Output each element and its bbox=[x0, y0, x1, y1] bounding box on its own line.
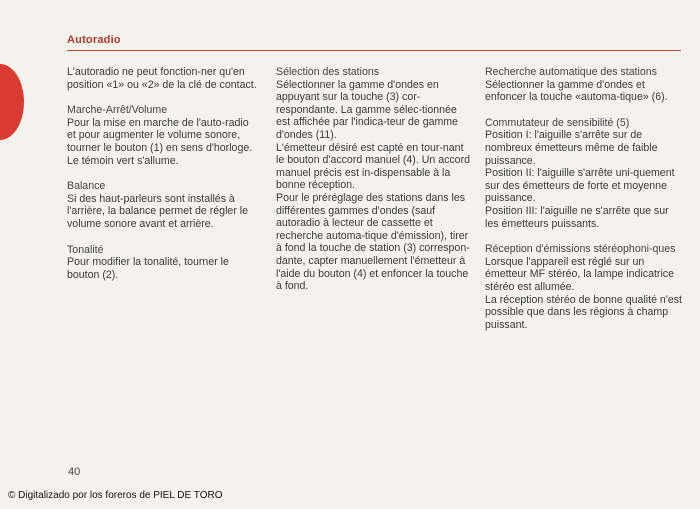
tone-text: Pour modifier la tonalité, tourner le bouton (2). bbox=[67, 256, 229, 281]
station-selection-heading: Sélection des stations bbox=[276, 66, 380, 78]
section-title: Autoradio bbox=[67, 34, 121, 46]
tone-heading: Tonalité bbox=[67, 243, 104, 256]
page-number: 40 bbox=[68, 466, 81, 478]
section-thumb-tab bbox=[0, 64, 24, 140]
balance-text: Si des haut-parleurs sont installés à l'arrière, la balance permet de régler le volume sonore avant et arrière. bbox=[67, 192, 249, 230]
stereo-block bbox=[485, 243, 685, 331]
balance-block bbox=[67, 180, 259, 230]
sensitivity-heading: Commutateur de sensibilité (5) bbox=[485, 116, 630, 129]
power-volume-text: Pour la mise en marche de l'auto-radio et pour augmenter le volume sonore, tourner le bouton (1) en sens d'horloge. Le témoin vert s'allume. bbox=[67, 116, 253, 167]
intro-text: L'autoradio ne peut fonction-ner qu'en position «1» ou «2» de la clé de contact. bbox=[67, 66, 257, 91]
sensitivity-block bbox=[485, 117, 685, 230]
text-column-2 bbox=[276, 66, 470, 306]
stereo-text-1: Lorsque l'appareil est réglé sur un émetteur MF stéréo, la lampe indicatrice stéréo est allumée. bbox=[485, 255, 674, 293]
auto-search-block bbox=[485, 66, 685, 104]
intro-block bbox=[67, 66, 259, 91]
station-selection-text-1: Sélectionner la gamme d'ondes en appuyant sur la touche (3) cor-respondante. La gamme sélec-tionnée est affichée par l'indica-teur de gamme d'ondes (11). bbox=[276, 78, 459, 141]
power-volume-block bbox=[67, 104, 259, 167]
text-column-1 bbox=[67, 66, 259, 294]
scan-credit: © Digitalizado por los foreros de PIEL DE TORO bbox=[8, 490, 223, 501]
station-selection-block bbox=[276, 66, 470, 293]
sensitivity-position-2: Position II: l'aiguille s'arrête uni-quement sur des émetteurs de forte et moyenne puissance. bbox=[485, 167, 675, 205]
station-selection-text-3: Pour le préréglage des stations dans les différentes gammes d'ondes (sauf autoradio à lecteur de cassette et recherche automa-tique d'émission), tirer à fond la touche de station (3) correspon-dante, capter manuellement l'émetteur à l'aide du bouton (4) et enfoncer la touche à fond. bbox=[276, 191, 470, 293]
stereo-heading: Réception d'émissions stéréophoni-ques bbox=[485, 243, 676, 256]
tone-block bbox=[67, 244, 259, 282]
balance-heading: Balance bbox=[67, 180, 106, 193]
header-rule bbox=[67, 50, 681, 51]
sensitivity-position-3: Position III: l'aiguille ne s'arrête que sur les émetteurs puissants. bbox=[485, 204, 669, 230]
auto-search-heading: Recherche automatique des stations bbox=[485, 66, 657, 78]
power-volume-heading: Marche-Arrêt/Volume bbox=[67, 104, 168, 117]
sensitivity-position-1: Position I: l'aiguille s'arrête sur de nombreux émetteurs même de faible puissance. bbox=[485, 129, 658, 167]
auto-search-text: Sélectionner la gamme d'ondes et enfoncer la touche «automa-tique» (6). bbox=[485, 78, 668, 104]
station-selection-text-2: L'émetteur désiré est capté en tour-nant le bouton d'accord manuel (4). Un accord manuel précis est in-dispensable à la bonne réception. bbox=[276, 141, 470, 192]
text-column-3 bbox=[485, 66, 685, 331]
stereo-text-2: La réception stéréo de bonne qualité n'est possible que dans les régions à champ puissant. bbox=[485, 293, 682, 331]
